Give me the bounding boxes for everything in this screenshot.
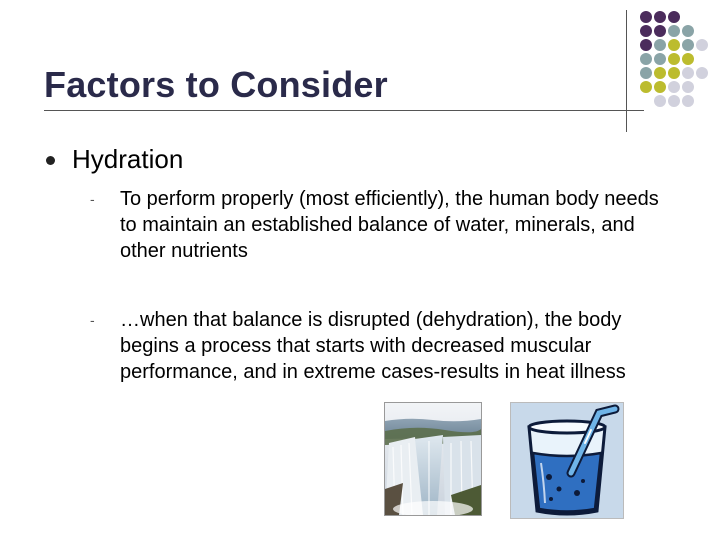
subpoint-text: To perform properly (most efficiently), the human body needs to maintain an established balance of water, minerals, and other nutrients — [120, 188, 659, 262]
subpoint-text: …when that balance is disrupted (dehydration), the body begins a process that starts with decreased muscular performance, and in extreme cases-results in heat illness — [120, 309, 626, 383]
decorative-dot-grid — [640, 10, 720, 120]
bullet-dot-icon — [46, 156, 55, 165]
dash-marker: - — [90, 191, 95, 207]
waterfall-image — [384, 402, 482, 516]
decorative-vertical-rule — [626, 10, 627, 132]
dash-marker: - — [90, 312, 95, 328]
bullet-text: Hydration — [72, 144, 184, 174]
water-glass-image — [510, 402, 624, 519]
title-underline — [44, 110, 644, 111]
slide-title: Factors to Consider — [44, 64, 388, 105]
